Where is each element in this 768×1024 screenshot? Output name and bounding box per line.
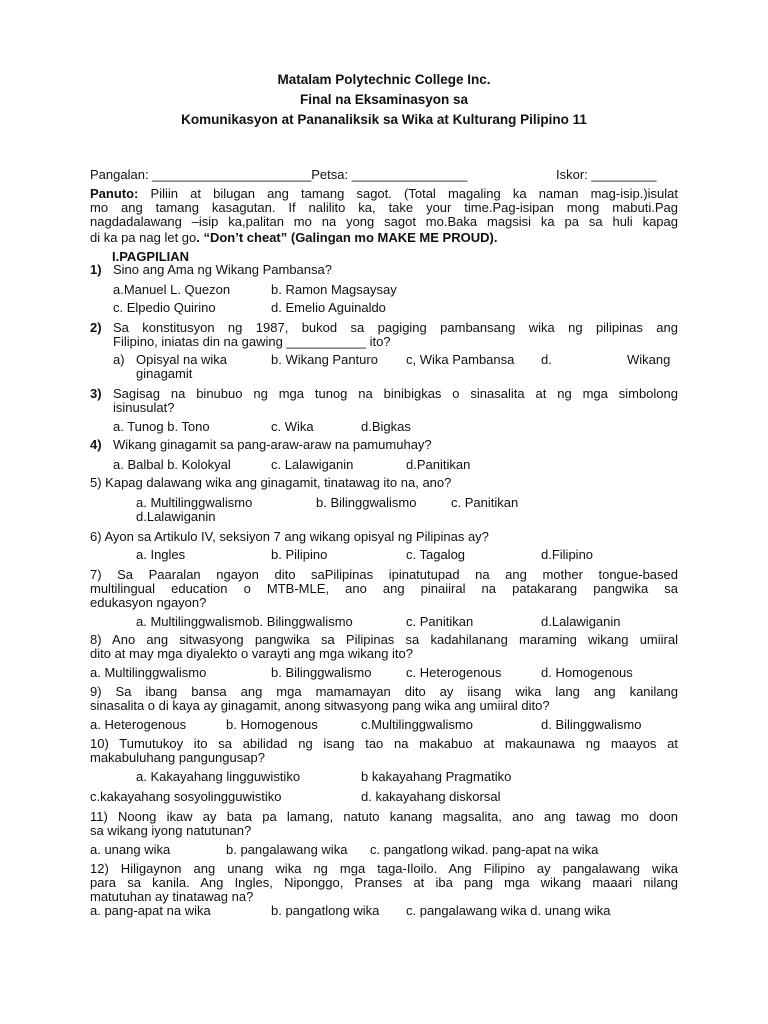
q2-choice-d-text: Wikang <box>627 352 671 367</box>
instructions-text-4b: . “Don’t cheat” (Galingan mo MAKE ME PROUD). <box>196 230 498 245</box>
q3-question-line-1: Sagisag na binubuo ng mga tunog na binibigkas o sinasalita at ng mga simbolong <box>113 386 678 401</box>
q4-choice-d: d.Panitikan <box>406 457 471 472</box>
q10-choice-a: a. Kakayahang lingguwistiko <box>136 769 301 784</box>
q1-question: Sino ang Ama ng Wikang Pambansa? <box>113 262 332 277</box>
q8-question-line-2: dito at may mga diyalekto o varayti ang mga wikang ito? <box>90 646 414 661</box>
q3-question-line-2: isinusulat? <box>113 400 175 415</box>
q7-question-line-2: multilingual education o MTB-MLE, ano ang pinaiiral na patakarang pangwika sa <box>90 581 678 596</box>
q2-choice-b: b. Wikang Panturo <box>271 352 378 367</box>
q7-question-line-3: edukasyon ngayon? <box>90 595 207 610</box>
q10-choice-b: b kakayahang Pragmatiko <box>361 769 512 784</box>
q4-question: Wikang ginagamit sa pang-araw-araw na pamumuhay? <box>113 437 432 452</box>
q2-choice-a: Opisyal na wika <box>136 352 228 367</box>
q4-number: 4) <box>90 437 102 452</box>
q7-question-line-1: 7) Sa Paaralan ngayon dito saPilipinas ipinatutupad na ang mother tongue-based <box>90 567 678 582</box>
q9-question-line-1: 9) Sa ibang bansa ang mga mamamayan dito ay iisang wika lang ang kanilang <box>90 684 678 699</box>
q3-number: 3) <box>90 386 102 401</box>
instructions-line-4 <box>90 231 497 245</box>
q5-choice-d: d.Lalawiganin <box>136 509 216 524</box>
q1-choice-a: a.Manuel L. Quezon <box>113 282 231 297</box>
instructions-line-3: nagdadalawang –isip ka,palitan mo na yong sagot mo.Baka magsisi ka pa sa huli kapag <box>90 214 678 229</box>
q3-choice-d: d.Bigkas <box>361 419 411 434</box>
q7-choice-d: d.Lalawiganin <box>541 614 621 629</box>
q10-question-line-1: 10) Tumutukoy ito sa abilidad ng isang tao na makabuo at makaunawa ng maayos at <box>90 736 678 751</box>
school-name: Matalam Polytechnic College Inc. <box>277 72 491 87</box>
q8-choice-a: a. Multilinggwalismo <box>90 665 207 680</box>
q12-choice-a: a. pang-apat na wika <box>90 903 211 918</box>
q1-number: 1) <box>90 262 102 277</box>
q7-choice-ab: a. Multilinggwalismob. Bilinggwalismo <box>136 614 353 629</box>
q4-choice-c: c. Lalawiganin <box>271 457 354 472</box>
q2-number: 2) <box>90 320 102 335</box>
q9-choice-a: a. Heterogenous <box>90 717 187 732</box>
q8-choice-c: c. Heterogenous <box>406 665 502 680</box>
q9-question-line-2: sinasalita o di kaya ay ginagamit, anong sitwasyong pang wika ang umiiral dito? <box>90 698 550 713</box>
instructions-line-2: mo ang tamang kasagutan. If nalilito ka, take your time.Pag-isipan mong mabuti.Pag <box>90 200 678 215</box>
q6-choice-d: d.Filipino <box>541 547 594 562</box>
q3-choice-ab: a. Tunog b. Tono <box>113 419 210 434</box>
q6-choice-c: c. Tagalog <box>406 547 466 562</box>
q1-choice-c: c. Elpedio Quirino <box>113 300 216 315</box>
q7-choice-c: c. Panitikan <box>406 614 474 629</box>
q2-question-line-2: Filipino, iniatas din na gawing ___________ ito? <box>113 334 391 349</box>
q1-choice-b: b. Ramon Magsaysay <box>271 282 397 297</box>
q10-choice-c: c.kakayahang sosyolingguwistiko <box>90 789 282 804</box>
q9-choice-c: c.Multilinggwalismo <box>361 717 473 732</box>
q2-choice-d-text-2: ginagamit <box>136 366 193 381</box>
q8-choice-b: b. Bilinggwalismo <box>271 665 372 680</box>
q12-choice-b: b. pangatlong wika <box>271 903 380 918</box>
q2-question-line-1: Sa konstitusyon ng 1987, bukod sa pagiging pambansang wika ng pilipinas ang <box>113 320 678 335</box>
q6-question: 6) Ayon sa Artikulo IV, seksiyon 7 ang wikang opisyal ng Pilipinas ay? <box>90 529 489 544</box>
instructions-line-1 <box>90 187 678 201</box>
instructions-label: Panuto: <box>90 186 139 201</box>
q12-choice-cd: c. pangalawang wika d. unang wika <box>406 903 611 918</box>
q12-question-line-2: para sa kanila. Ang Ingles, Niponggo, Pranses at iba pang mga wikang maaari nilang <box>90 875 678 890</box>
q8-question-line-1: 8) Ano ang sitwasyong pangwika sa Pilipinas sa kadahilanang maraming wikang umiiral <box>90 632 678 647</box>
score-line: Iskor: _________ <box>556 167 657 182</box>
q5-choice-a: a. Multilinggwalismo <box>136 495 253 510</box>
q3-choice-c: c. Wika <box>271 419 314 434</box>
q6-choice-a: a. Ingles <box>136 547 186 562</box>
q5-question: 5) Kapag dalawang wika ang ginagamit, tinatawag ito na, ano? <box>90 475 452 490</box>
q12-question-line-1: 12) Hiligaynon ang unang wika ng mga taga-Iloilo. Ang Filipino ay pangalawang wika <box>90 861 678 876</box>
q11-question-line-2: sa wikang iyong natutunan? <box>90 823 252 838</box>
subject-title: Komunikasyon at Pananaliksik sa Wika at Kulturang Pilipino 11 <box>181 112 587 127</box>
q5-choice-b: b. Bilinggwalismo <box>316 495 417 510</box>
q11-choice-cd: c. pangatlong wikad. pang-apat na wika <box>370 842 599 857</box>
section-title: I.PAGPILIAN <box>112 249 190 264</box>
q4-choice-ab: a. Balbal b. Kolokyal <box>113 457 231 472</box>
q10-question-line-2: makabuluhang pangungusap? <box>90 750 265 765</box>
q9-choice-d: d. Bilinggwalismo <box>541 717 642 732</box>
instructions-text-4a: di ka pa nag let go <box>90 230 197 245</box>
exam-title: Final na Eksaminasyon sa <box>299 92 469 107</box>
q1-choice-d: d. Emelio Aguinaldo <box>271 300 386 315</box>
instructions-text-1: Piliin at bilugan ang tamang sagot. (Total magaling ka naman mag-isip.)isulat <box>138 186 678 201</box>
name-date-line: Pangalan: ______________________Petsa: ________________ <box>90 167 468 182</box>
q10-choice-d: d. kakayahang diskorsal <box>361 789 501 804</box>
q9-choice-b: b. Homogenous <box>226 717 318 732</box>
q6-choice-b: b. Pilipino <box>271 547 328 562</box>
q11-question-line-1: 11) Noong ikaw ay bata pa lamang, natuto kanang magsalita, ano ang tawag mo doon <box>90 809 678 824</box>
q2-choice-a-label: a) <box>113 352 125 367</box>
q12-question-line-3: matutuhan ay tinatawag na? <box>90 889 254 904</box>
q2-choice-d: d. <box>541 352 552 367</box>
q8-choice-d: d. Homogenous <box>541 665 633 680</box>
q11-choice-a: a. unang wika <box>90 842 171 857</box>
q2-choice-c: c, Wika Pambansa <box>406 352 515 367</box>
q5-choice-c: c. Panitikan <box>451 495 519 510</box>
q11-choice-b: b. pangalawang wika <box>226 842 348 857</box>
